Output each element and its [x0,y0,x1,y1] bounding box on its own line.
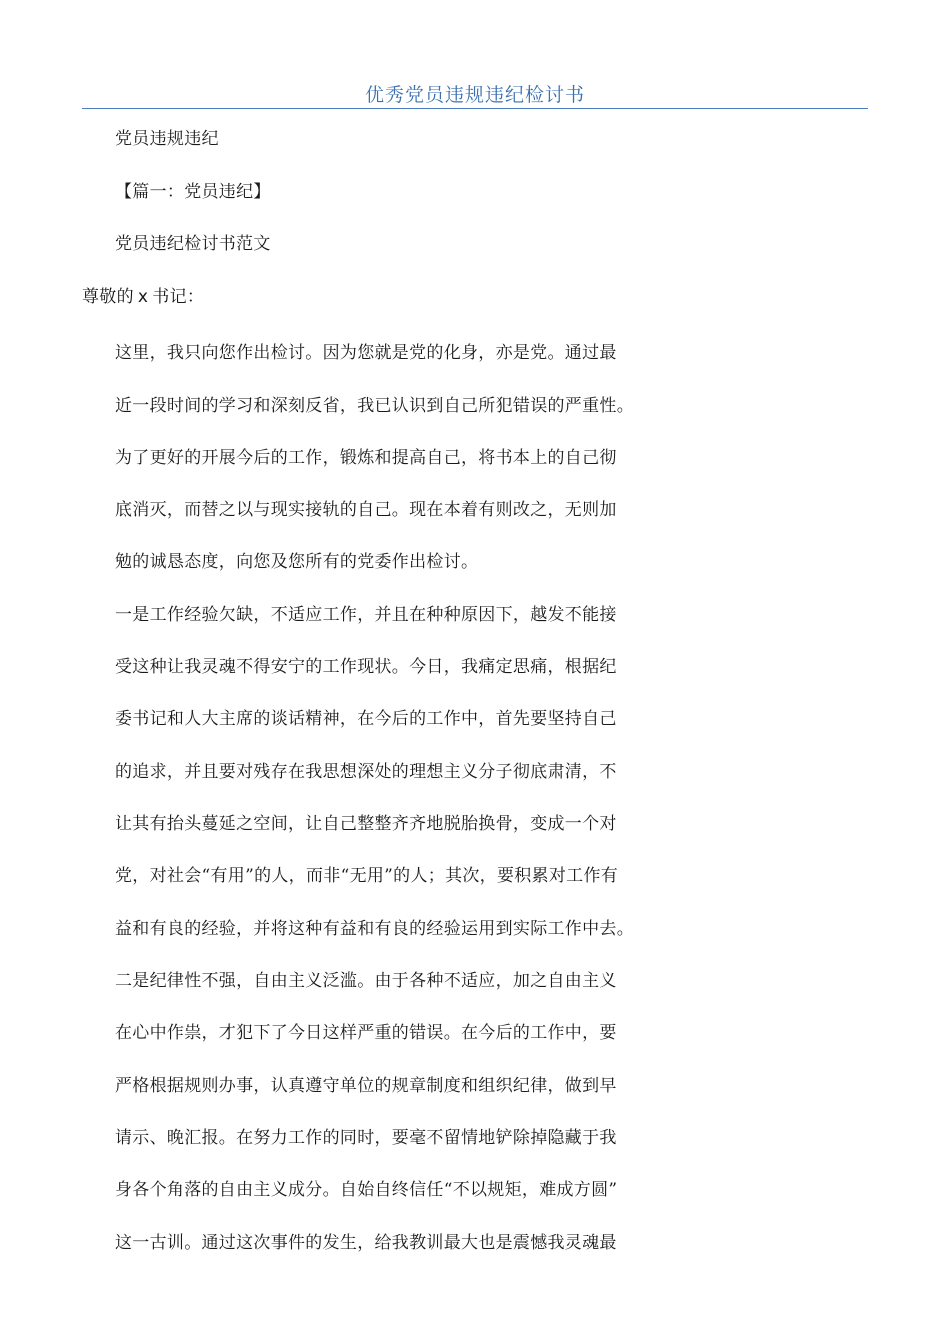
body-line: 在心中作祟，才犯下了今日这样严重的错误。在今后的工作中，要 [115,1023,617,1043]
body-line: 二是纪律性不强，自由主义泛滥。由于各种不适应，加之自由主义 [115,971,617,991]
body-line: 受这种让我灵魂不得安宁的工作现状。今日，我痛定思痛，根据纪 [115,657,617,677]
body-line: 这里，我只向您作出检讨。因为您就是党的化身，亦是党。通过最 [115,343,617,363]
salutation-prefix: 尊敬的 [82,287,134,307]
salutation-recipient: x [137,287,149,307]
body-line: 的追求，并且要对残存在我思想深处的理想主义分子彻底肃清，不 [115,762,617,782]
body-line: 让其有抬头蔓延之空间，让自己整整齐齐地脱胎换骨，变成一个对 [115,814,617,834]
title-underline [82,108,868,109]
document-name: 党员违纪检讨书范文 [115,234,271,254]
body-line: 请示、晚汇报。在努力工作的同时，要毫不留情地铲除掉隐藏于我 [115,1128,617,1148]
body-line: 为了更好的开展今后的工作，锻炼和提高自己，将书本上的自己彻 [115,448,617,468]
body-line: 党，对社会“有用”的人，而非“无用”的人；其次，要积累对工作有 [115,866,619,886]
document-title: 优秀党员违规违纪检讨书 [364,84,585,106]
body-line: 勉的诚恳态度，向您及您所有的党委作出检讨。 [115,552,479,572]
body-line: 益和有良的经验，并将这种有益和有良的经验运用到实际工作中去。 [115,919,634,939]
subheading: 党员违规违纪 [115,129,219,149]
body-line: 近一段时间的学习和深刻反省，我已认识到自己所犯错误的严重性。 [115,396,634,416]
salutation-suffix: 书记： [152,287,205,307]
section-label: 【篇一：党员违纪】 [115,182,271,202]
body-line: 身各个角落的自由主义成分。自始自终信任“不以规矩，难成方圆” [115,1180,618,1200]
body-line: 底消灭，而替之以与现实接轨的自己。现在本着有则改之，无则加 [115,500,617,520]
body-line: 严格根据规则办事，认真遵守单位的规章制度和组织纪律，做到早 [115,1076,617,1096]
body-line: 这一古训。通过这次事件的发生，给我教训最大也是震憾我灵魂最 [115,1233,617,1253]
body-line: 委书记和人大主席的谈话精神，在今后的工作中，首先要坚持自己 [115,709,617,729]
body-line: 一是工作经验欠缺，不适应工作，并且在种种原因下，越发不能接 [115,605,617,625]
salutation [82,285,204,309]
